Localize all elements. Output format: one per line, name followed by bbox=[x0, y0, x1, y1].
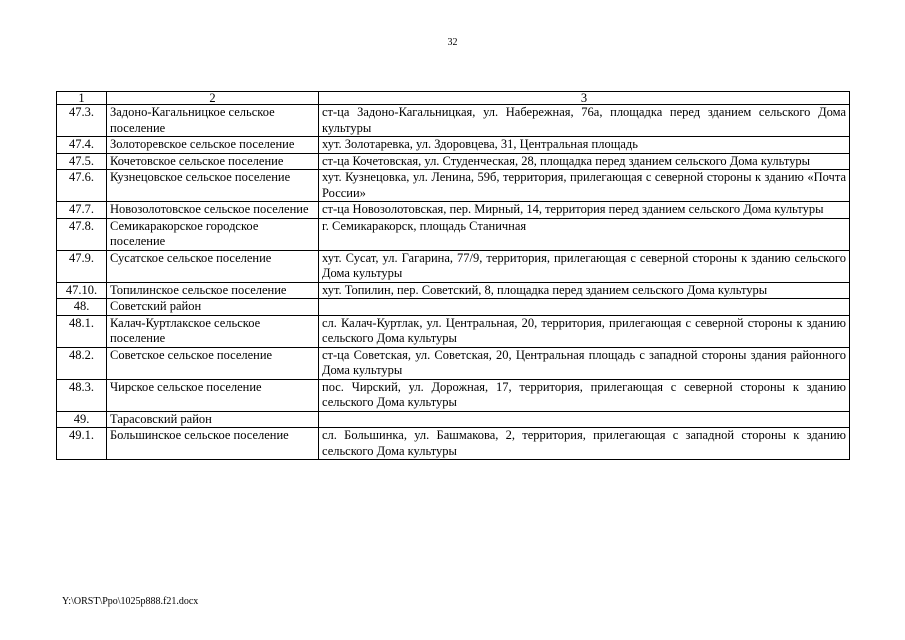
settlement-name: Советское сельское поселение bbox=[107, 347, 319, 379]
location-address: ст-ца Новозолотовская, пер. Мирный, 14, территория перед зданием сельского Дома культуры bbox=[319, 202, 850, 219]
location-address: хут. Кузнецовка, ул. Ленина, 59б, территория, прилегающая с северной стороны к зданию «Почта России» bbox=[319, 170, 850, 202]
table-row bbox=[57, 347, 850, 379]
page-number: 32 bbox=[447, 37, 458, 48]
settlement-name: Топилинское сельское поселение bbox=[107, 282, 319, 299]
settlement-name: Чирское сельское поселение bbox=[107, 379, 319, 411]
settlement-name: Золоторевское сельское поселение bbox=[107, 137, 319, 154]
row-number: 48.3. bbox=[57, 379, 107, 411]
table-row bbox=[57, 170, 850, 202]
location-address: ст-ца Задоно-Кагальницкая, ул. Набережная, 76а, площадка перед зданием сельского Дома культуры bbox=[319, 105, 850, 137]
table-row bbox=[57, 137, 850, 154]
location-address: сл. Большинка, ул. Башмакова, 2, территория, прилегающая с западной стороны к зданию сельского Дома культуры bbox=[319, 428, 850, 460]
row-number: 47.5. bbox=[57, 153, 107, 170]
row-number: 48.2. bbox=[57, 347, 107, 379]
settlement-name: Калач-Куртлакское сельское поселение bbox=[107, 315, 319, 347]
settlement-name: Семикаракорское городское поселение bbox=[107, 218, 319, 250]
row-number: 49. bbox=[57, 411, 107, 428]
table-row bbox=[57, 411, 850, 428]
row-number: 47.9. bbox=[57, 250, 107, 282]
location-address bbox=[319, 411, 850, 428]
table-row bbox=[57, 428, 850, 460]
row-number: 48.1. bbox=[57, 315, 107, 347]
settlement-name: Задоно-Кагальницкое сельское поселение bbox=[107, 105, 319, 137]
table-row bbox=[57, 299, 850, 316]
table-row bbox=[57, 153, 850, 170]
location-address: ст-ца Советская, ул. Советская, 20, Центральная площадь с западной стороны здания районного Дома культуры bbox=[319, 347, 850, 379]
row-number: 49.1. bbox=[57, 428, 107, 460]
location-address: хут. Золотаревка, ул. Здоровцева, 31, Центральная площадь bbox=[319, 137, 850, 154]
location-address: хут. Топилин, пер. Советский, 8, площадка перед зданием сельского Дома культуры bbox=[319, 282, 850, 299]
row-number: 47.3. bbox=[57, 105, 107, 137]
settlement-name: Большинское сельское поселение bbox=[107, 428, 319, 460]
header-cell-1: 1 bbox=[57, 92, 107, 105]
location-address bbox=[319, 299, 850, 316]
locations-table bbox=[56, 91, 850, 460]
settlement-name: Кузнецовское сельское поселение bbox=[107, 170, 319, 202]
table-row bbox=[57, 379, 850, 411]
district-name: Советский район bbox=[107, 299, 319, 316]
location-address: пос. Чирский, ул. Дорожная, 17, территория, прилегающая с северной стороны к зданию сельского Дома культуры bbox=[319, 379, 850, 411]
table-row bbox=[57, 315, 850, 347]
file-path-footer: Y:\ORST\Ppo\1025p888.f21.docx bbox=[62, 596, 199, 607]
settlement-name: Сусатское сельское поселение bbox=[107, 250, 319, 282]
row-number: 47.4. bbox=[57, 137, 107, 154]
location-address: ст-ца Кочетовская, ул. Студенческая, 28, площадка перед зданием сельского Дома культуры bbox=[319, 153, 850, 170]
settlement-name: Кочетовское сельское поселение bbox=[107, 153, 319, 170]
table-row bbox=[57, 202, 850, 219]
district-name: Тарасовский район bbox=[107, 411, 319, 428]
settlement-name: Новозолотовское сельское поселение bbox=[107, 202, 319, 219]
row-number: 47.7. bbox=[57, 202, 107, 219]
header-cell-3: 3 bbox=[319, 92, 850, 105]
location-address: г. Семикаракорск, площадь Станичная bbox=[319, 218, 850, 250]
row-number: 48. bbox=[57, 299, 107, 316]
row-number: 47.10. bbox=[57, 282, 107, 299]
row-number: 47.8. bbox=[57, 218, 107, 250]
table-header-row bbox=[57, 92, 850, 105]
location-address: хут. Сусат, ул. Гагарина, 77/9, территория, прилегающая с северной стороны к зданию сельского Дома культуры bbox=[319, 250, 850, 282]
row-number: 47.6. bbox=[57, 170, 107, 202]
table-row bbox=[57, 218, 850, 250]
header-cell-2: 2 bbox=[107, 92, 319, 105]
table-row bbox=[57, 250, 850, 282]
table-row bbox=[57, 105, 850, 137]
table-row bbox=[57, 282, 850, 299]
location-address: сл. Калач-Куртлак, ул. Центральная, 20, территория, прилегающая с северной стороны к зданию сельского Дома культуры bbox=[319, 315, 850, 347]
